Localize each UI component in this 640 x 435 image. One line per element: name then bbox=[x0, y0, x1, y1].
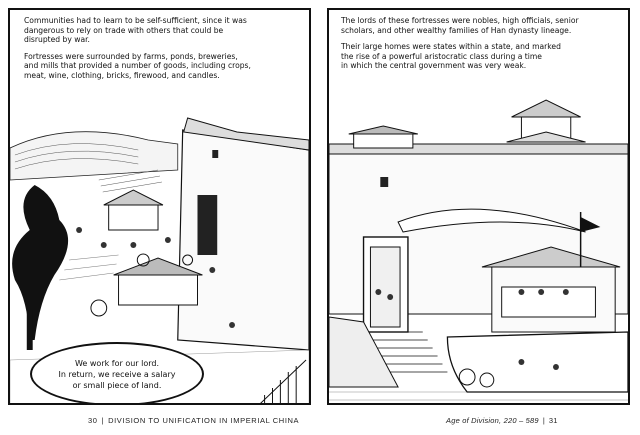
left-paragraph-1: Communities had to learn to be self-sufficient, since it was dangerous to rely on trade with others that could be disrupted by war. bbox=[24, 16, 247, 45]
right-caption bbox=[341, 16, 626, 78]
left-page-number: 30 bbox=[88, 416, 98, 425]
book-title: DIVISION TO UNIFICATION IN IMPERIAL CHINA bbox=[108, 416, 300, 425]
chapter-title: Age of Division, 220 – 589 bbox=[446, 416, 539, 425]
left-caption bbox=[24, 16, 304, 88]
left-paragraph-2: Fortresses were surrounded by farms, ponds, breweries, and mills that provided a number of goods, including crops, meat, wine, clothing, bricks, firewood, and candles. bbox=[24, 51, 251, 80]
left-page-footer: 30 | DIVISION TO UNIFICATION IN IMPERIAL CHINA bbox=[88, 416, 300, 425]
right-paragraph-1: The lords of these fortresses were nobles, high officials, senior scholars, and other wealthy families of Han dynasty lineage. bbox=[341, 16, 579, 35]
right-comic-page bbox=[327, 8, 630, 405]
right-paragraph-2: Their large homes were states within a state, and marked the rise of a powerful aristocratic class during a time in which the central government was very weak. bbox=[341, 42, 561, 71]
fortress-boat-illustration bbox=[329, 92, 628, 405]
speech-bubble: We work for our lord. In return, we receive a salary or small piece of land. bbox=[30, 342, 204, 405]
right-page-footer: Age of Division, 220 – 589 | 31 bbox=[446, 416, 558, 425]
right-page-number: 31 bbox=[548, 416, 558, 425]
left-comic-page bbox=[8, 8, 311, 405]
